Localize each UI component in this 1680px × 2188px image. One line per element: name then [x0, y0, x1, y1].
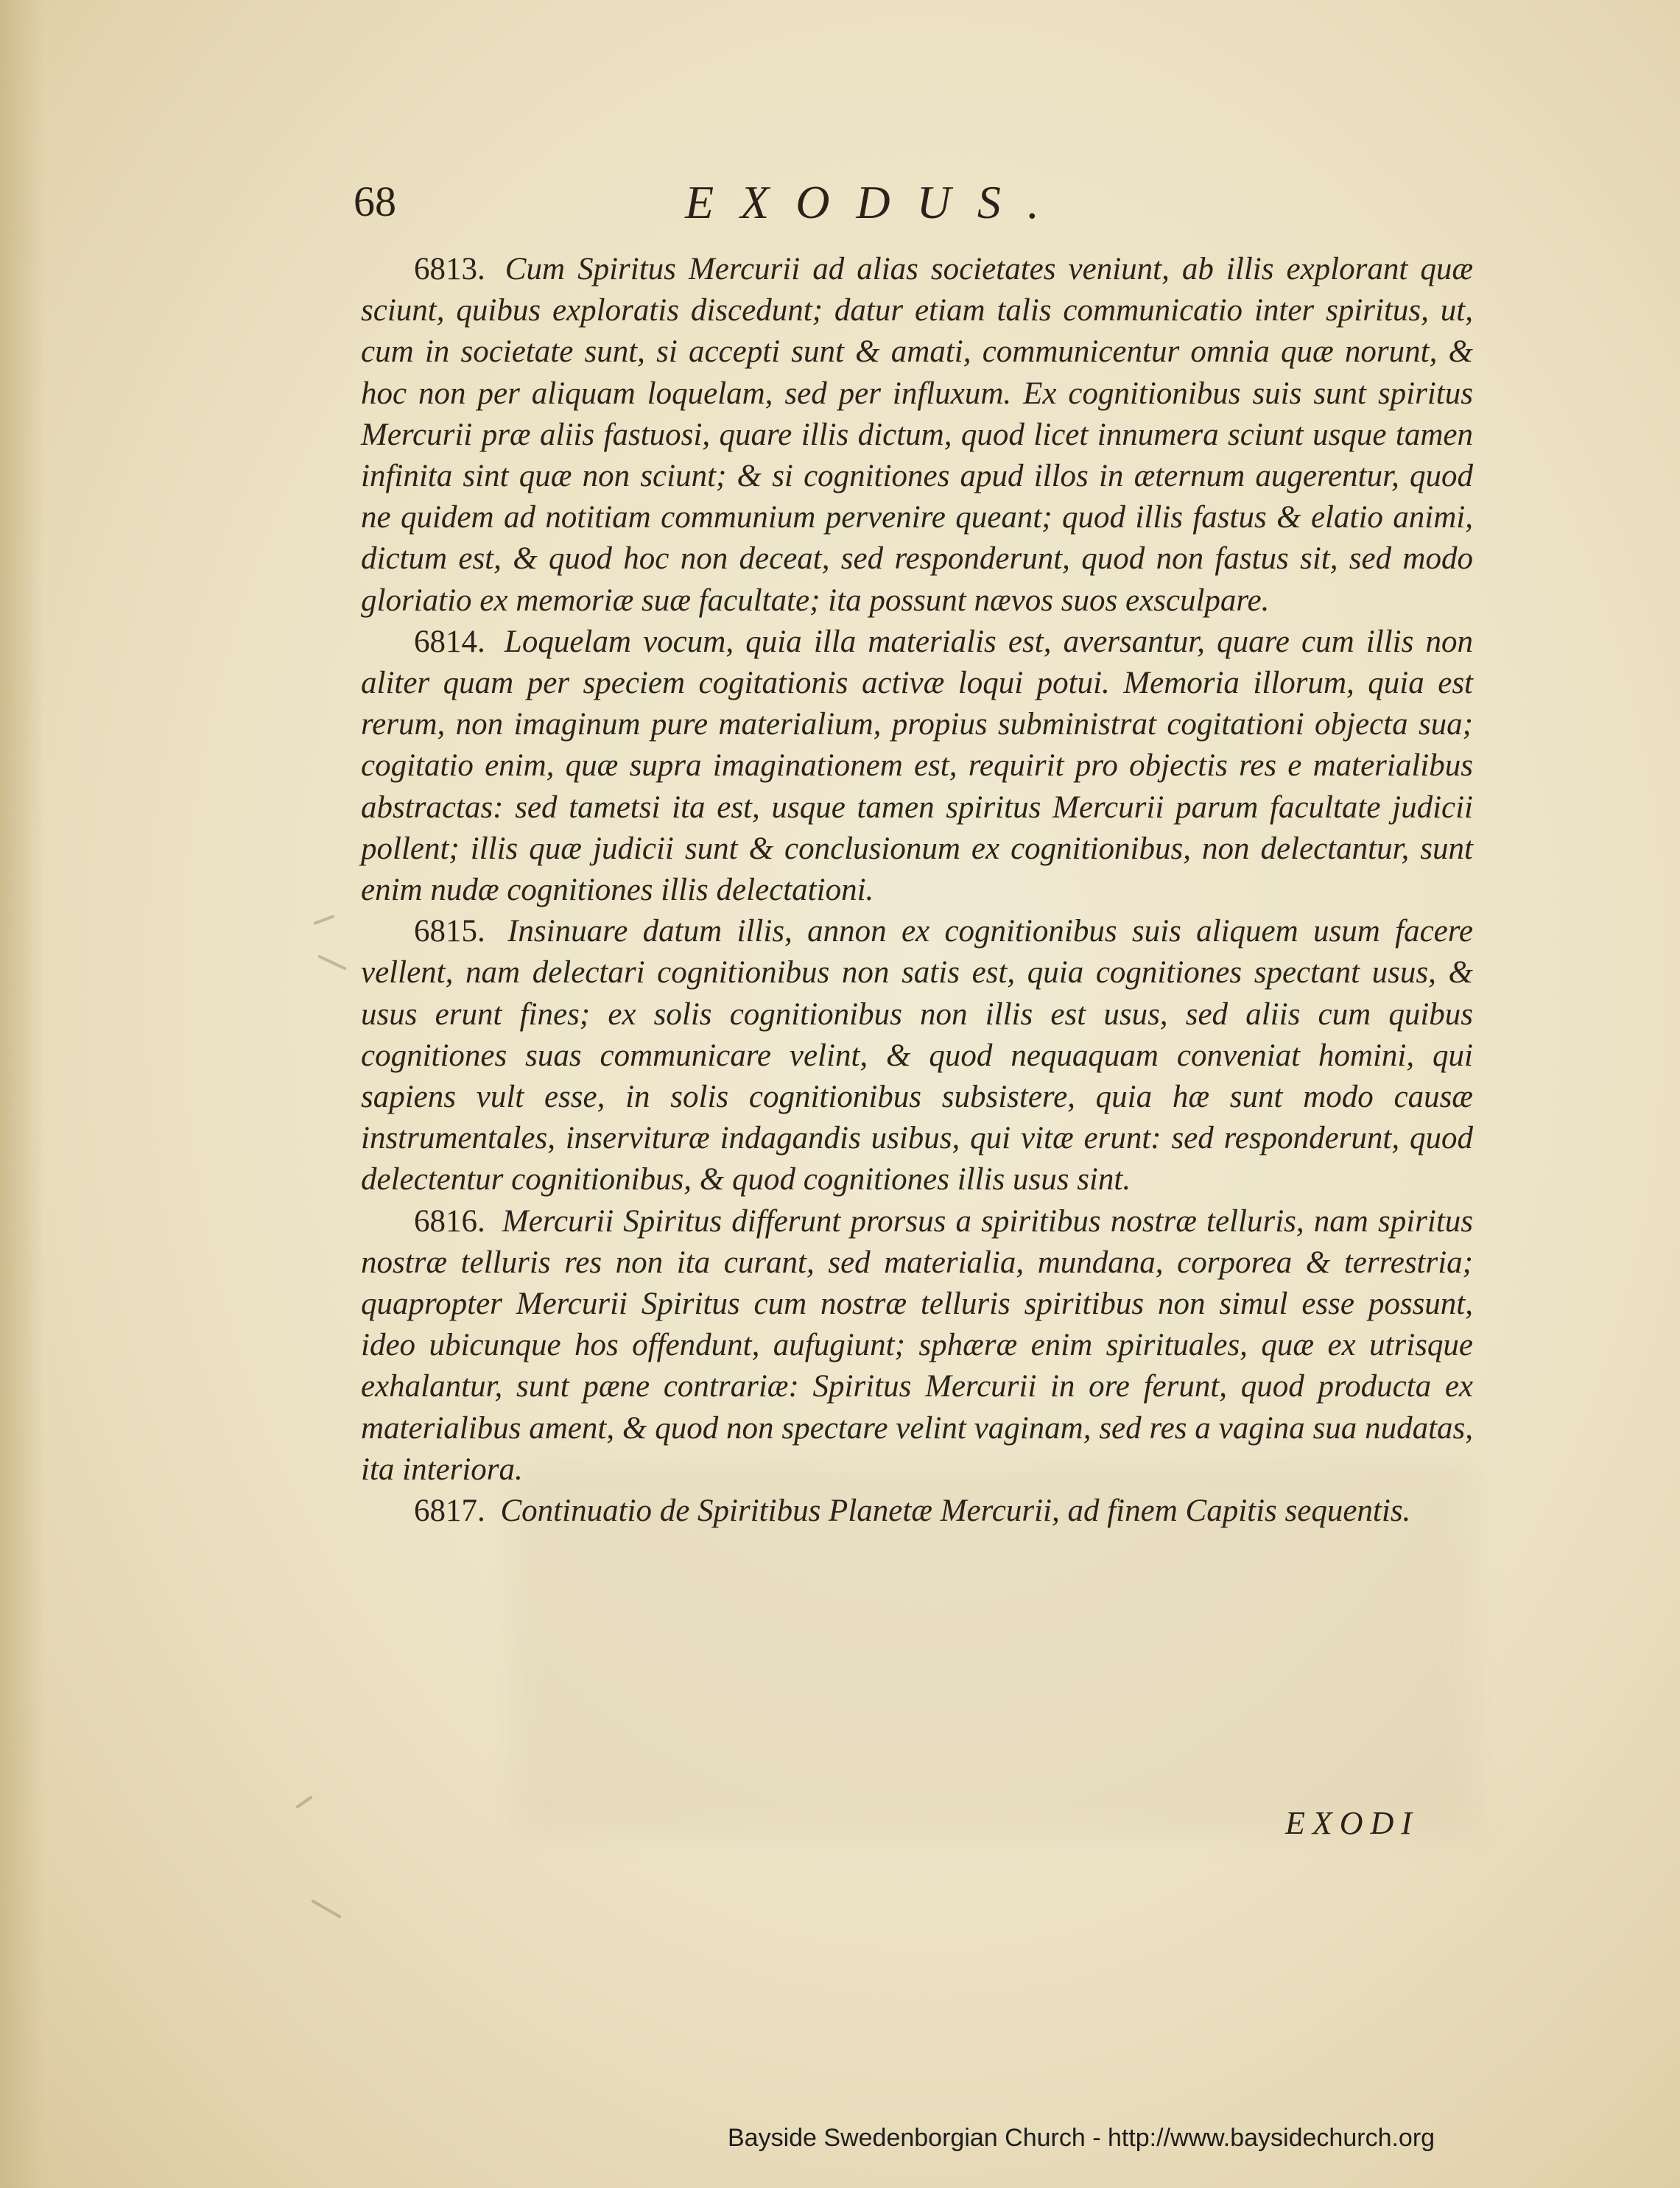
paragraph-number: 6813. — [414, 252, 485, 286]
catchword: EXODI — [1285, 1805, 1419, 1841]
running-title: EXODUS. — [685, 176, 1066, 228]
paragraph-6817 — [361, 1491, 1473, 1532]
paragraph-6813 — [361, 249, 1473, 622]
paragraph-6814 — [361, 622, 1473, 911]
source-watermark: Bayside Swedenborgian Church - http://www.baysidechurch.org — [728, 2124, 1435, 2152]
paragraph-number: 6815. — [414, 914, 485, 949]
paragraph-number: 6816. — [414, 1203, 485, 1239]
paragraph-number: 6814. — [414, 624, 485, 659]
paragraph-6816 — [361, 1201, 1473, 1491]
paragraph-text: Cum Spiritus Mercurii ad alias societates veniunt, ab illis explorant quæ sciunt, quibus exploratis discedunt; datur etiam talis communicatio inter spiritus, ut, cum in societate sunt, si accepti sunt & amati, communicentur omnia quæ norunt, & hoc non per aliquam loquelam, sed per influxum. Ex cognitionibus suis sunt spiritus Mercurii præ aliis fastuosi, quare illis dictum, quod licet innumera sciunt usque tamen infinita sint quæ non sciunt; & si cognitiones apud illos in æternum augerentur, quod ne quidem ad notitiam communium pervenire queant; quod illis fastus & elatio animi, dictum est, & quod hoc non deceat, sed responderunt, quod non fastus sit, sed modo gloriatio ex memoriæ suæ facultate; ita possunt nævos suos exsculpare. — [361, 252, 1473, 618]
page-header — [354, 177, 1480, 236]
page-edge-shadow — [0, 0, 44, 2188]
paragraph-number: 6817. — [414, 1494, 485, 1529]
paragraph-text: Loquelam vocum, quia illa materialis est, aversantur, quare cum illis non aliter quam per speciem cogitationis activæ loqui potui. Memoria illorum, quia est rerum, non imaginum pure materialium, propius subministrat cogitationi objecta sua; cogitatio enim, quæ supra imaginationem est, requirit pro objectis res e materialibus abstractas: sed tametsi ita est, usque tamen spiritus Mercurii parum facultate judicii pollent; illis quæ judicii sunt & conclusionum ex cognitionibus, non delectantur, sunt enim nudæ cognitiones illis delectationi. — [361, 624, 1473, 908]
body-text — [361, 249, 1473, 1532]
paragraph-text: Continuatio de Spiritibus Planetæ Mercurii, ad finem Capitis sequentis. — [500, 1494, 1411, 1529]
page-number: 68 — [354, 177, 396, 225]
paragraph-6815 — [361, 911, 1473, 1200]
paragraph-text: Mercurii Spiritus differunt prorsus a spiritibus nostræ telluris, nam spiritus nostræ telluris res non ita curant, sed materialia, mundana, corporea & terrestria; quapropter Mercurii Spiritus cum nostræ telluris spiritibus non simul esse possunt, ideo ubicunque hos offendunt, aufugiunt; sphæræ enim spirituales, quæ ex utrisque exhalantur, sunt pæne contrariæ: Spiritus Mercurii in ore ferunt, quod producta ex materialibus ament, & quod non spectare velint vaginam, sed res a vagina sua nudatas, ita interiora. — [361, 1203, 1474, 1487]
paragraph-text: Insinuare datum illis, annon ex cognitionibus suis aliquem usum facere vellent, nam delectari cognitionibus non satis est, quia cognitiones spectant usus, & usus erunt fines; ex solis cognitionibus non illis est usus, sed aliis cum quibus cognitiones suas communicare velint, & quod nequaquam conveniat homini, qui sapiens vult esse, in solis cognitionibus subsistere, quia hæ sunt modo causæ instrumentales, inservituræ indagandis usibus, qui vitæ erunt: sed responderunt, quod delectentur cognitionibus, & quod cognitiones illis usus sint. — [361, 914, 1473, 1197]
